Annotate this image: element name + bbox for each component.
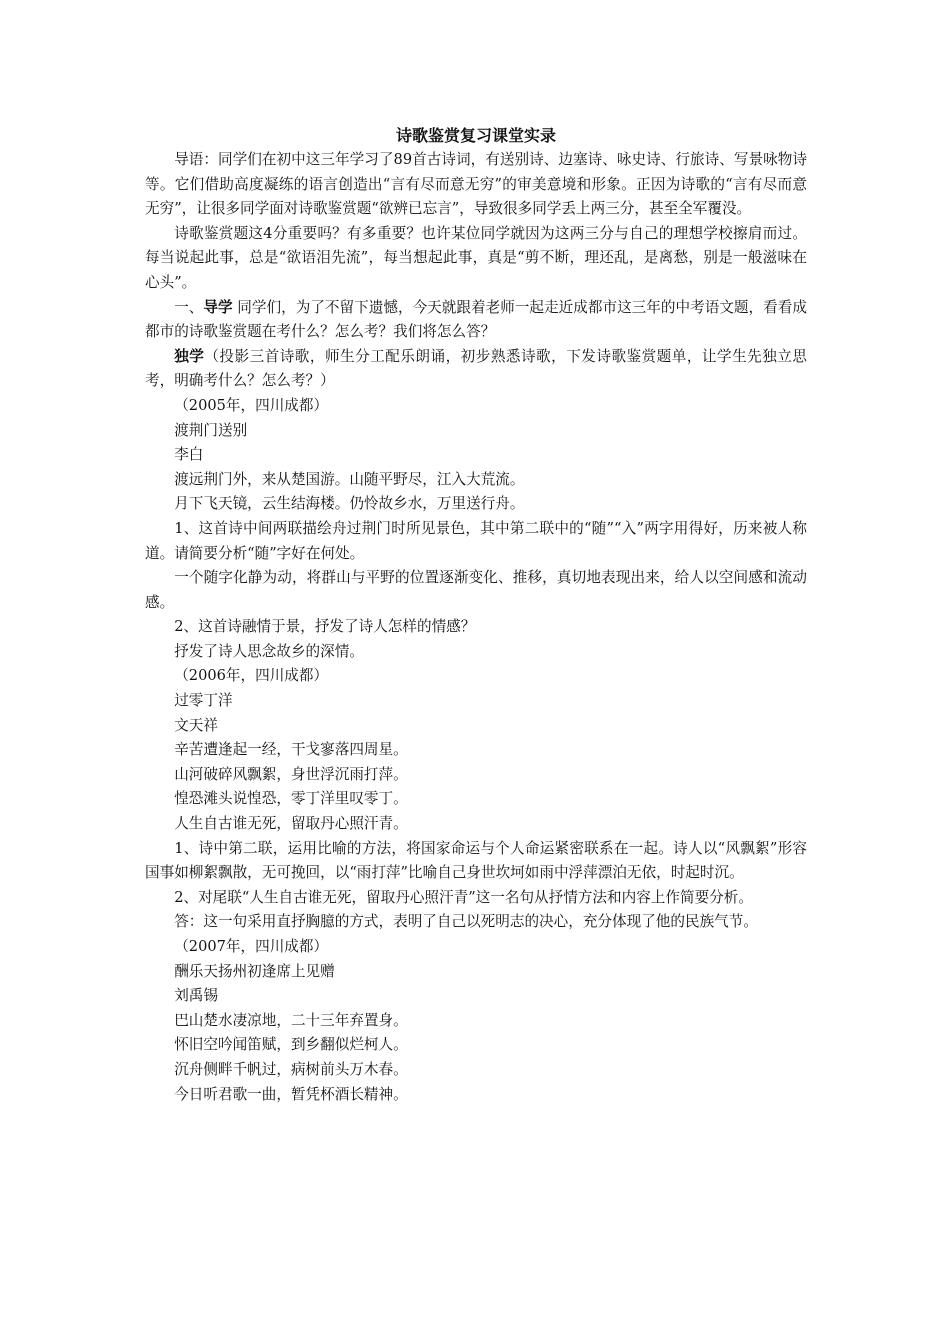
importance-paragraph (145, 222, 807, 296)
section-label-duxue: 独学 (174, 347, 205, 365)
section-label-daoxue: 导学 (203, 298, 233, 316)
poem-line: 巴山楚水凄凉地，二十三年弃置身。 (174, 1011, 408, 1029)
document-page (145, 124, 807, 1107)
question: 2、对尾联“人生自古谁无死，留取丹心照汗青”这一名句从抒情方法和内容上作简要分析。 (174, 888, 753, 906)
exam-source-2006: （2006年，四川成都） (174, 667, 329, 685)
document-title: 诗歌鉴赏复习课堂实录 (395, 126, 556, 145)
poem-title: 渡荆门送别 (174, 421, 248, 439)
poem-title: 过零丁洋 (174, 692, 233, 710)
poem-line: 山河破碎风飘絮，身世浮沉雨打萍。 (174, 765, 408, 783)
paragraph-text: 导语：同学们在初中这三年学习了89首古诗词，有送别诗、边塞诗、咏史诗、行旅诗、写景咏物诗等。它们借助高度凝练的语言创造出“言有尽而意无穷”的审美意境和形象。正因为诗歌的“言有尽而意无穷”，让很多同学面对诗歌鉴赏题“欲辨已忘言”，导致很多同学丢上两三分，甚至全军覆没。 (145, 151, 807, 218)
paragraph-text: 同学们，为了不留下遗憾，今天就跟着老师一起走近成都市这三年的中考语文题，看看成都市的诗歌鉴赏题在考什么？怎么考？我们将怎么答？ (145, 298, 807, 341)
question-answer: 1、诗中第二联，运用比喻的方法，将国家命运与个人命运紧密联系在一起。诗人以“风飘絮”形容国事如柳絮飘散，无可挽回，以“雨打萍”比喻自己身世坎坷如雨中浮萍漂泊无依，时起时沉。 (145, 839, 807, 882)
exam-source-2007: （2007年，四川成都） (174, 938, 329, 955)
paragraph-text: 诗歌鉴赏题这4分重要吗？有多重要？也许某位同学就因为这两三分与自己的理想学校擦肩而过。每当说起此事，总是“欲语泪先流”，每当想起此事，真是“剪不断，理还乱，是离愁，别是一般滋味在心头”。 (145, 224, 807, 291)
intro-paragraph (145, 148, 807, 222)
question: 1、这首诗中间两联描绘舟过荆门时所见景色，其中第二联中的“随”“入”两字用得好，历来被人称道。请简要分析“随”字好在何处。 (145, 519, 807, 562)
paragraph-text: （投影三首诗歌，师生分工配乐朗诵，初步熟悉诗歌，下发诗歌鉴赏题单，让学生先独立思考，明确考什么？怎么考？） (145, 347, 807, 390)
exam-source-2005: （2005年，四川成都） (174, 396, 329, 414)
answer: 一个随字化静为动，将群山与平野的位置逐渐变化、推移，真切地表现出来，给人以空间感和流动感。 (145, 569, 807, 611)
guide-section-paragraph (145, 296, 807, 345)
poem-author: 李白 (174, 446, 204, 464)
self-study-paragraph (145, 345, 807, 394)
answer: 抒发了诗人思念故乡的深情。 (174, 642, 364, 660)
poem-line: 怀旧空吟闻笛赋，到乡翻似烂柯人。 (174, 1036, 408, 1054)
poem-line: 沉舟侧畔千帆过，病树前头万木春。 (174, 1060, 408, 1078)
poem-author: 刘禹锡 (174, 987, 218, 1005)
poem-line: 辛苦遭逢起一经，干戈寥落四周星。 (174, 741, 408, 759)
poem-title: 酬乐天扬州初逢席上见赠 (174, 962, 335, 980)
answer: 答：这一句采用直抒胸臆的方式，表明了自己以死明志的决心，充分体现了他的民族气节。 (174, 913, 758, 931)
poem-line: 人生自古谁无死，留取丹心照汗青。 (174, 815, 408, 833)
poem-author: 文天祥 (174, 716, 218, 734)
question: 2、这首诗融情于景，抒发了诗人怎样的情感？ (174, 618, 476, 636)
poem-line: 月下飞天镜，云生结海楼。仍怜故乡水，万里送行舟。 (174, 495, 525, 513)
section-number: 一、 (174, 298, 204, 316)
poem-line: 渡远荆门外，来从楚国游。山随平野尽，江入大荒流。 (174, 470, 525, 488)
poem-line: 今日听君歌一曲，暂凭杯酒长精神。 (174, 1085, 408, 1103)
poem-line: 惶恐滩头说惶恐，零丁洋里叹零丁。 (174, 790, 408, 808)
